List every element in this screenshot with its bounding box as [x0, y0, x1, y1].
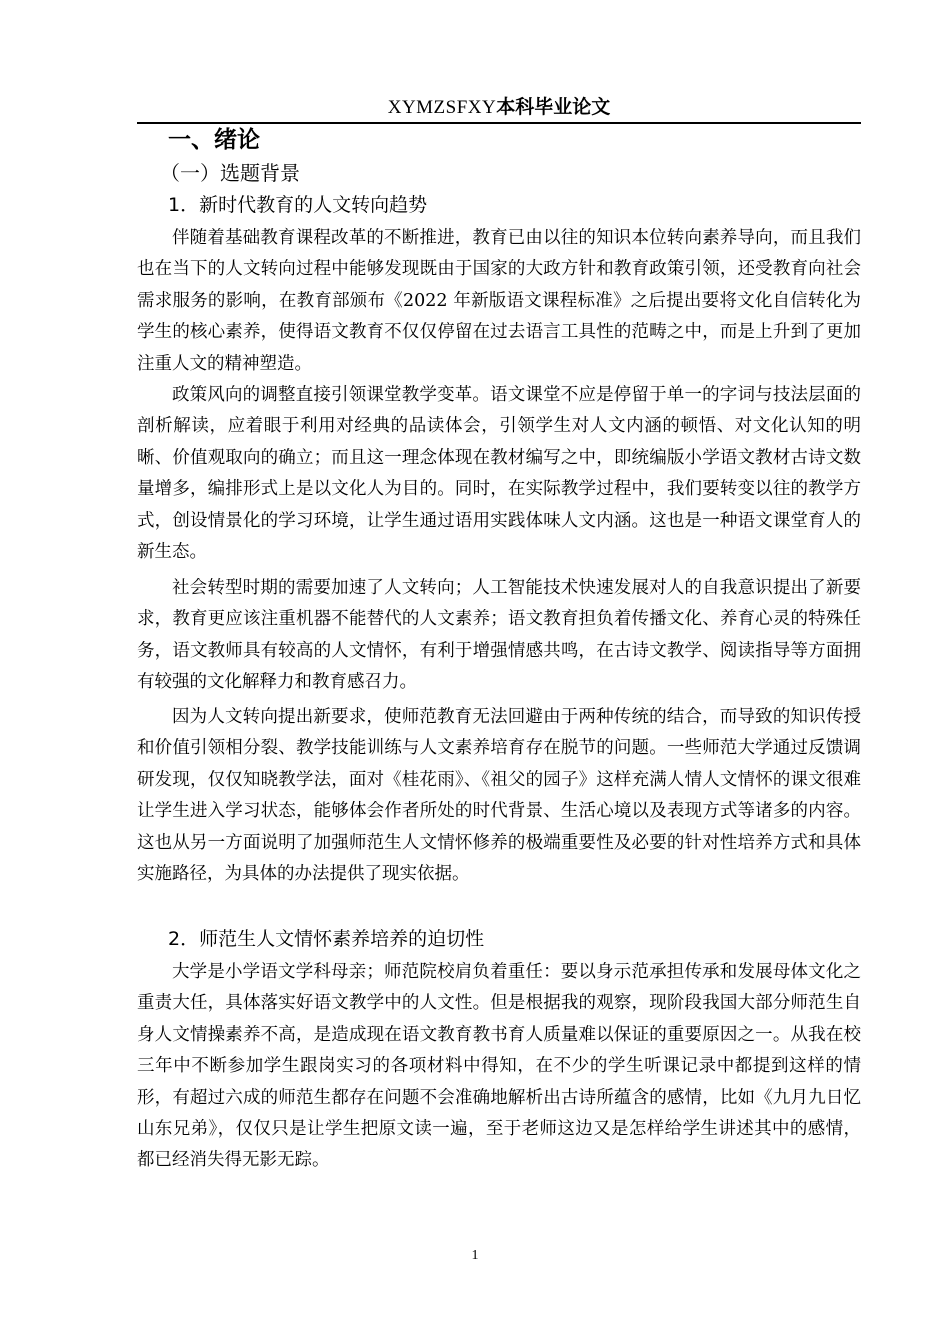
header-label: 本科毕业论文 — [496, 96, 611, 118]
paragraph: 社会转型时期的需要加速了人文转向；人工智能技术快速发展对人的自我意识提出了新要求，教育更应该注重机器不能替代的人文素养；语文教育担负着传播文化、养育心灵的特殊任务，语文教师具有较高的人文情怀，有利于增强情感共鸣，在古诗文教学、阅读指导等方面拥有较强的文化解释力和教育感召力。 — [137, 578, 861, 693]
page-header — [137, 94, 861, 124]
paragraph: 大学是小学语文学科母亲；师范院校肩负着重任：要以身示范承担传承和发展母体文化之重责大任，具体落实好语文教学中的人文性。但是根据我的观察，现阶段我国大部分师范生自身人文情操素养不高，是造成现在语文教育教书育人质量难以保证的重要原因之一。从我在校三年中不断参加学生跟岗实习的各项材料中得知，在不少的学生听课记录中都提到这样的情形，有超过六成的师范生都存在问题不会准确地解析出古诗所蕴含的感情，比如《九月九日忆山东兄弟》，仅仅只是让学生把原文读一遍，至于老师这边又是怎样给学生讲述其中的感情，都已经消失得无影无踪。 — [137, 962, 861, 1171]
paragraph: 因为人文转向提出新要求，使师范教育无法回避由于两种传统的结合，而导致的知识传授和价值引领相分裂、教学技能训练与人文素养培育存在脱节的问题。一些师范大学通过反馈调研发现，仅仅知晓教学法，面对《桂花雨》、《祖父的园子》这样充满人情人文情怀的课文很难让学生进入学习状态，能够体会作者所处的时代背景、生活心境以及表现方式等诸多的内容。这也从另一方面说明了加强师范生人文情怀修养的极端重要性及必要的针对性培养方式和具体实施路径，为具体的办法提供了现实依据。 — [137, 707, 861, 885]
chapter-title: 一、绪论 — [168, 127, 260, 153]
page-number: 1 — [471, 1248, 479, 1263]
subsection-title-2: 2．师范生人文情怀素养培养的迫切性 — [168, 928, 485, 950]
section-title: （一）选题背景 — [160, 161, 300, 185]
subsection-title-1: 1．新时代教育的人文转向趋势 — [168, 194, 428, 216]
paragraph: 伴随着基础教育课程改革的不断推进，教育已由以往的知识本位转向素养导向，而且我们也在当下的人文转向过程中能够发现既由于国家的大政方针和教育政策引领，还受教育向社会需求服务的影响，在教育部颁布《2022 年新版语文课程标准》之后提出要将文化自信转化为学生的核心素养，使得语文教育不仅仅停留在过去语言工具性的范畴之中，而是上升到了更加注重人文的精神塑造。 — [137, 228, 861, 374]
header-code: XYMZSFXY — [387, 97, 497, 118]
paragraph: 政策风向的调整直接引领课堂教学变革。语文课堂不应是停留于单一的字词与技法层面的剖析解读，应着眼于利用对经典的品读体会，引领学生对人文内涵的顿悟、对文化认知的明晰、价值观取向的确立；而且这一理念体现在教材编写之中，即统编版小学语文教材古诗文数量增多，编排形式上是以文化人为目的。同时，在实际教学过程中，我们要转变以往的教学方式，创设情景化的学习环境，让学生通过语用实践体味人文内涵。这也是一种语文课堂育人的新生态。 — [137, 385, 861, 563]
